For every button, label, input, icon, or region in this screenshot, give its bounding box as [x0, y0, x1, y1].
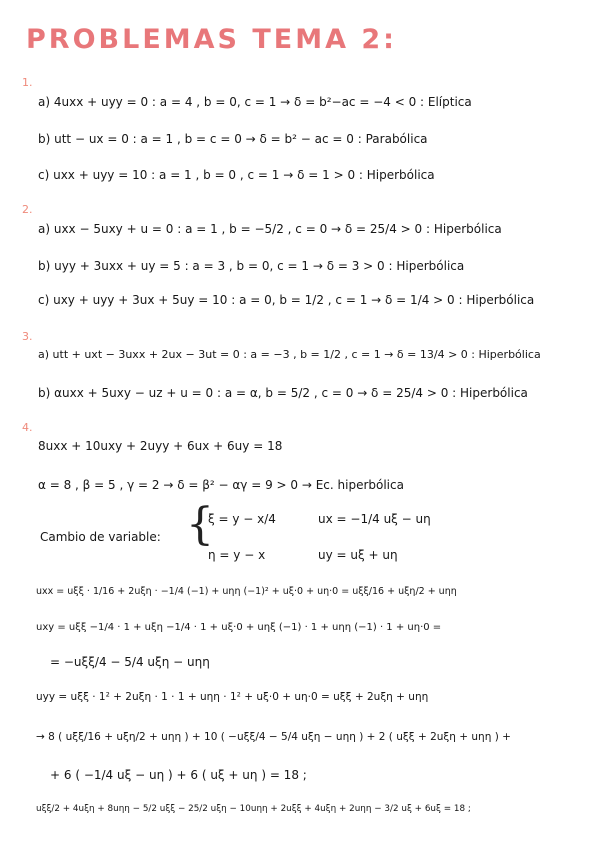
work-line-substitution-2: + 6 ( −1/4 uξ − uη ) + 6 ( uξ + uη ) = 18 ;	[50, 768, 307, 782]
work-line-uxy-result: = −uξξ/4 − 5/4 uξη − uηη	[50, 655, 210, 669]
problem-4-classification: α = 8 , β = 5 , γ = 2 → δ = β² − αγ = 9 > 0 → Ec. hiperbólica	[38, 478, 404, 492]
problem-2-line-c: c) uxy + uyy + 3ux + 5uy = 10 : a = 0, b = 1/2 , c = 1 → δ = 1/4 > 0 : Hiperbólica	[38, 293, 535, 307]
problem-number-1: 1.	[22, 76, 33, 89]
work-line-uxx: uxx = uξξ · 1/16 + 2uξη · −1/4 (−1) + uηη (−1)² + uξ·0 + uη·0 = uξξ/16 + uξη/2 + uηη	[36, 586, 457, 597]
work-line-uyy: uyy = uξξ · 1² + 2uξη · 1 · 1 + uηη · 1² + uξ·0 + uη·0 = uξξ + 2uξη + uηη	[36, 691, 429, 703]
brace-symbol: {	[186, 499, 214, 550]
change-line-xi: ξ = y − x/4	[208, 512, 276, 526]
problem-number-3: 3.	[22, 330, 33, 343]
problem-3-line-b: b) αuxx + 5uxy − uz + u = 0 : a = α, b = 5/2 , c = 0 → δ = 25/4 > 0 : Hiperbólica	[38, 386, 528, 400]
problem-1-line-b: b) utt − ux = 0 : a = 1 , b = c = 0 → δ = b² − ac = 0 : Parabólica	[38, 132, 428, 146]
problem-4-equation: 8uxx + 10uxy + 2uyy + 6ux + 6uy = 18	[38, 439, 283, 453]
problem-3-line-a: a) utt + uxt − 3uxx + 2ux − 3ut = 0 : a = −3 , b = 1/2 , c = 1 → δ = 13/4 > 0 : Hiperbólica	[38, 348, 541, 361]
page-title: PROBLEMAS TEMA 2:	[26, 24, 397, 55]
problem-2-line-a: a) uxx − 5uxy + u = 0 : a = 1 , b = −5/2 , c = 0 → δ = 25/4 > 0 : Hiperbólica	[38, 222, 502, 236]
derivative-ux: ux = −1/4 uξ − uη	[318, 512, 431, 526]
problem-1-line-a: a) 4uxx + uyy = 0 : a = 4 , b = 0, c = 1 → δ = b²−ac = −4 < 0 : Elíptica	[38, 95, 472, 109]
problem-number-4: 4.	[22, 421, 33, 434]
change-of-variable-label: Cambio de variable:	[40, 530, 161, 544]
derivative-uy: uy = uξ + uη	[318, 548, 398, 562]
change-line-eta: η = y − x	[208, 548, 266, 562]
work-line-uxy: uxy = uξξ −1/4 · 1 + uξη −1/4 · 1 + uξ·0 + uηξ (−1) · 1 + uηη (−1) · 1 + uη·0 =	[36, 622, 442, 633]
work-line-simplification: uξξ/2 + 4uξη + 8uηη − 5/2 uξξ − 25/2 uξη − 10uηη + 2uξξ + 4uξη + 2uηη − 3/2 uξ + 6uξ = 18 ;	[36, 804, 471, 814]
problem-number-2: 2.	[22, 203, 33, 216]
work-line-substitution: → 8 ( uξξ/16 + uξη/2 + uηη ) + 10 ( −uξξ/4 − 5/4 uξη − uηη ) + 2 ( uξξ + 2uξη + uηη ) +	[36, 731, 511, 743]
problem-1-line-c: c) uxx + uyy = 10 : a = 1 , b = 0 , c = 1 → δ = 1 > 0 : Hiperbólica	[38, 168, 435, 182]
problem-2-line-b: b) uyy + 3uxx + uy = 5 : a = 3 , b = 0, c = 1 → δ = 3 > 0 : Hiperbólica	[38, 259, 465, 273]
